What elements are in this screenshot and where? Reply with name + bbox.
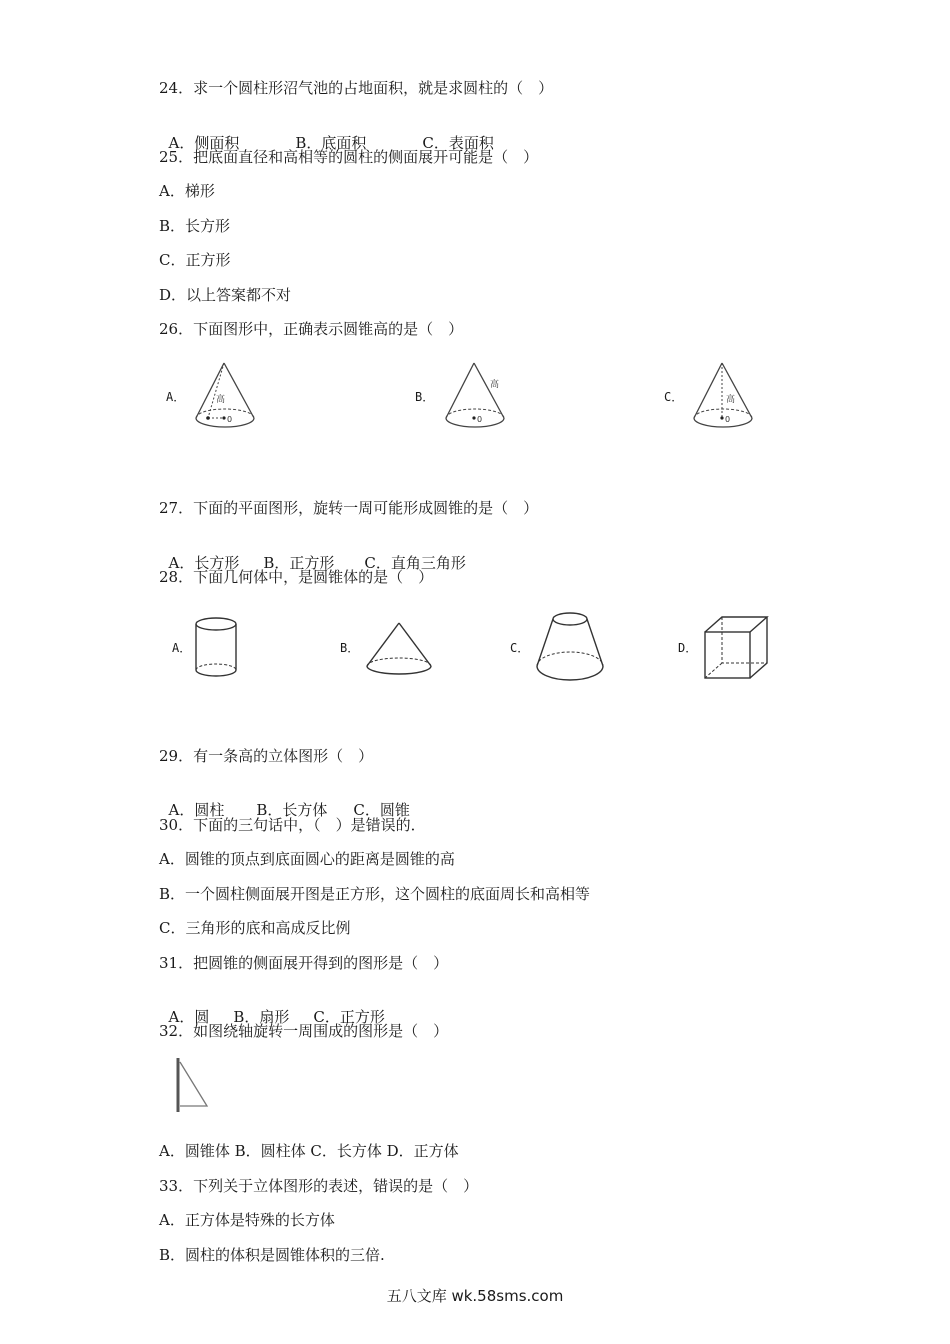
q25-option-d: D．以上答案都不对: [159, 286, 292, 304]
q26-c-height-label: 高: [726, 395, 736, 405]
q26-stem: 26．下面图形中，正确表示圆锥高的是（ ）: [159, 320, 464, 338]
footer-watermark: 五八文库 wk.58sms.com: [386, 1287, 564, 1305]
q26-c-center-label: 0: [725, 415, 731, 424]
q30-stem: 30．下面的三句话中，（ ）是错误的．: [159, 816, 426, 834]
q25-option-c: C．正方形: [159, 251, 231, 269]
q27-stem: 27．下面的平面图形，旋转一周可能形成圆锥的是（ ）: [159, 499, 539, 517]
q26-cone-a: [190, 360, 262, 435]
q24-option-b: B．底面积: [295, 134, 367, 152]
q24-stem: 24．求一个圆柱形沼气池的占地面积，就是求圆柱的（ ）: [159, 79, 554, 97]
q26-a-height-label: 高: [216, 395, 226, 405]
q33-option-b: B．圆柱的体积是圆锥体积的三倍.: [159, 1246, 385, 1264]
q29-stem: 29．有一条高的立体图形（ ）: [159, 747, 374, 765]
q28-cube: [700, 614, 772, 684]
q29-option-a: A．圆柱: [168, 801, 225, 819]
q28-label-b: B．: [340, 641, 360, 655]
q28-stem: 28．下面几何体中，是圆锥体的是（ ）: [159, 568, 434, 586]
q29-options: [159, 780, 410, 820]
q28-label-c: C．: [510, 641, 530, 655]
q29-option-c: C．圆锥: [353, 801, 410, 819]
q31-option-c: C．正方形: [313, 1008, 385, 1026]
q26-cone-c: [688, 360, 760, 435]
q28-cone: [362, 620, 437, 680]
q32-stem: 32．如图绕轴旋转一周围成的图形是（ ）: [159, 1022, 449, 1040]
q33-stem: 33．下列关于立体图形的表述，错误的是（ ）: [159, 1177, 479, 1195]
q33-option-a: A．正方体是特殊的长方体: [159, 1211, 335, 1229]
q26-cone-b: [440, 360, 512, 435]
q27-option-a: A．长方形: [168, 554, 240, 572]
q31-option-a: A．圆: [168, 1008, 210, 1026]
q30-option-c: C．三角形的底和高成反比例: [159, 919, 351, 937]
q27-option-c: C．直角三角形: [364, 554, 466, 572]
q31-stem: 31．把圆锥的侧面展开得到的图形是（ ）: [159, 954, 449, 972]
q25-option-a: A．梯形: [159, 182, 215, 200]
q29-option-b: B．长方体: [256, 801, 328, 819]
q28-frustum: [532, 608, 608, 688]
q28-label-d: D．: [678, 641, 698, 655]
q28-cylinder: [192, 614, 242, 684]
q31-option-b: B．扇形: [233, 1008, 290, 1026]
q26-label-b: B．: [415, 390, 435, 404]
q26-label-a: A．: [166, 390, 186, 404]
q25-stem: 25．把底面直径和高相等的圆柱的侧面展开可能是（ ）: [159, 148, 539, 166]
q32-options: A．圆锥体 B．圆柱体 C．长方体 D．正方体: [159, 1142, 459, 1160]
q26-b-center-label: 0: [477, 415, 483, 424]
q30-option-a: A．圆锥的顶点到底面圆心的距离是圆锥的高: [159, 850, 455, 868]
q30-option-b: B．一个圆柱侧面展开图是正方形，这个圆柱的底面周长和高相等: [159, 885, 591, 903]
q25-option-b: B．长方形: [159, 217, 231, 235]
q26-label-c: C．: [664, 390, 684, 404]
q26-b-height-label: 高: [490, 380, 500, 390]
q26-a-center-label: 0: [227, 415, 233, 424]
q28-label-a: A．: [172, 641, 192, 655]
q24-option-c: C．表面积: [422, 134, 494, 152]
q32-triangle-figure: [170, 1054, 214, 1116]
q27-option-b: B．正方形: [263, 554, 335, 572]
q24-option-a: A．侧面积: [168, 134, 240, 152]
